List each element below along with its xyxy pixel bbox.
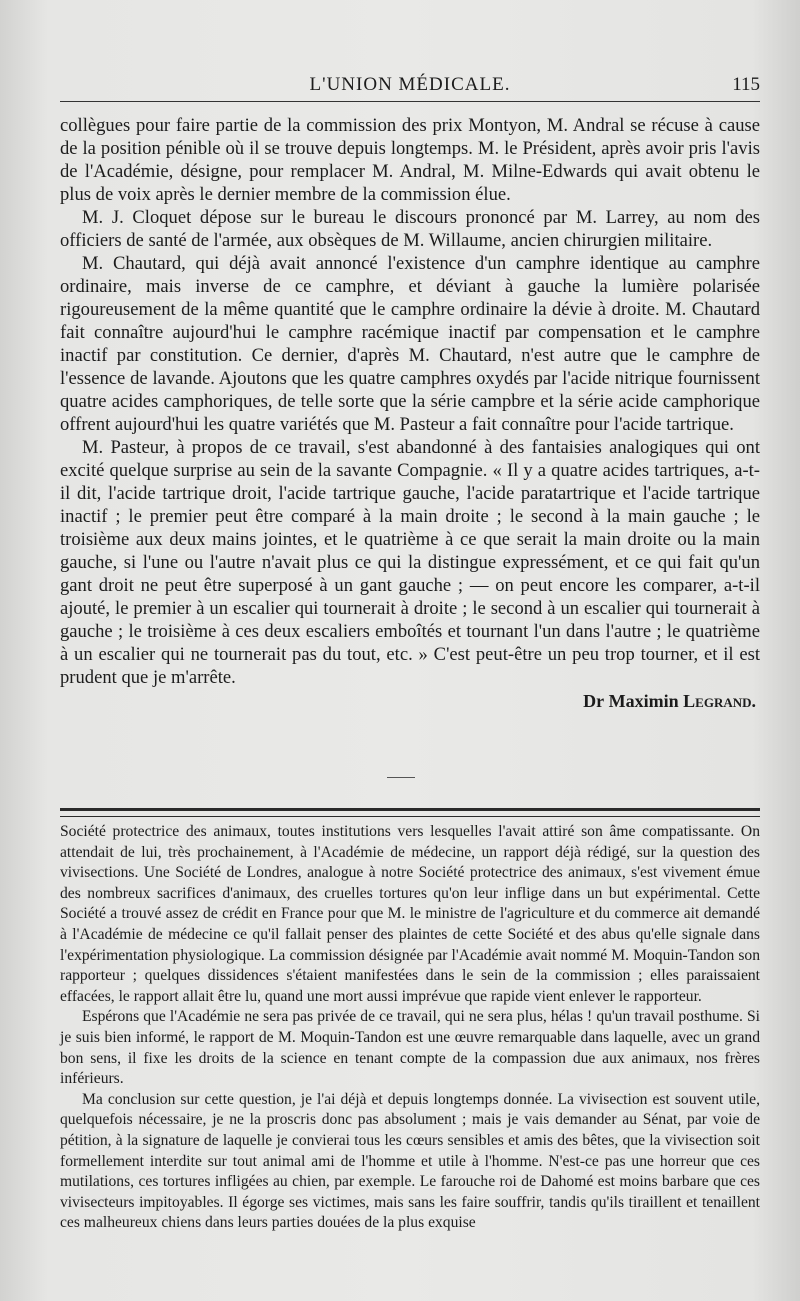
lower-column <box>60 822 760 1234</box>
section-divider-short <box>387 777 415 778</box>
signature-prefix: Dr <box>583 691 605 711</box>
section-divider-double <box>60 808 760 817</box>
paragraph-societe-protectrice: Société protectrice des animaux, toutes institutions vers lesquelles l'avait attiré son âme compatissante. On attendait de lui, très prochainement, à l'Académie de médecine, un rapport déjà rédigé, sur la question des vivisections. Une Société de Londres, analogue à notre Société protectrice des animaux, s'est vivement émue des nombreux sacrifices d'animaux, des cruelles tortures qu'on leur inflige dans un but expérimental. Cette Société a trouvé assez de crédit en France pour que M. le ministre de l'agriculture et du commerce ait demandé à l'Académie de médecine ce qu'il fallait penser des plaintes de cette Société et des abus qu'elle signale dans l'expérimentation physiologique. La commission désignée par l'Académie avait nommé M. Moquin-Tandon son rapporteur ; quelques dissidences s'étaient manifestées dans le sein de la commission ; elles paraissaient effacées, le rapport allait être lu, quand une mort aussi imprévue que rapide vient enlever le rapporteur. <box>60 823 760 1005</box>
paragraph-commission: collègues pour faire partie de la commission des prix Montyon, M. Andral se récuse à cause de la position pénible où il se trouve depuis longtemps. M. le Président, après avoir pris l'avis de l'Académie, désigne, pour remplacer M. Andral, M. Milne-Edwards qui avait obtenu le plus de voix après le dernier membre de la commission élue. <box>60 115 760 205</box>
author-signature <box>60 691 760 712</box>
paragraph-esperons: Espérons que l'Académie ne sera pas privée de ce travail, qui ne sera plus, hélas ! qu'un travail posthume. Si je suis bien informé, le rapport de M. Moquin-Tandon est une œuvre remarquable dans laquelle, avec un grand bon sens, il fixe les droits de la science en tenant compte de la compassion due aux animaux, nos frères inférieurs. <box>60 1008 760 1088</box>
page-header <box>60 74 760 98</box>
header-rule <box>60 101 760 102</box>
paragraph-chautard: M. Chautard, qui déjà avait annoncé l'existence d'un camphre identique au camphre ordinaire, mais inverse de ce camphre, et déviant à gauche la lumière polarisée rigoureusement de la même quantité que le camphre ordinaire la dévie à droite. M. Chautard fait connaître aujourd'hui le camphre racémique inactif par compensation et le camphre inactif par constitution. Ce dernier, d'après M. Chautard, n'est autre que le camphre de l'essence de lavande. Ajoutons que les quatre camphres oxydés par l'acide nitrique fournissent quatre acides camphoriques, de telle sorte que la série campbre et la série acide camphorique offrent aujourd'hui les quatre variétés que M. Pasteur a fait connaître pour l'acide tartrique. <box>60 253 760 435</box>
upper-column <box>60 114 760 712</box>
signature-last-name: Legrand. <box>683 691 756 711</box>
page-number: 115 <box>732 74 760 95</box>
signature-first-name: Maximin <box>608 691 679 711</box>
paragraph-conclusion: Ma conclusion sur cette question, je l'ai déjà et depuis longtemps donnée. La vivisection est souvent utile, quelquefois nécessaire, je ne la proscris donc pas absolument ; mais je vais demander au Sénat, par voie de pétition, à la signature de laquelle je convierai tous les cœurs sensibles et amis des bêtes, que la vivisection soit formellement interdite sur tout animal ami de l'homme et utile à l'homme. N'est-ce pas une horreur que ces mutilations, ces tortures infligées au chien, par exemple. Le farouche roi de Dahomé est moins barbare que ces vivisecteurs impitoyables. Il égorge ses victimes, mais sans les faire souffrir, tandis qu'ils tiraillent et tenaillent ces malheureux chiens dans leurs parties douées de la plus exquise <box>60 1090 760 1232</box>
running-title: L'UNION MÉDICALE. <box>309 74 511 95</box>
paragraph-cloquet: M. J. Cloquet dépose sur le bureau le discours prononcé par M. Larrey, au nom des officiers de santé de l'armée, aux obsèques de M. Willaume, ancien chirurgien militaire. <box>60 207 760 251</box>
paragraph-pasteur: M. Pasteur, à propos de ce travail, s'est abandonné à des fantaisies analogiques qui ont excité quelque surprise au sein de la savante Compagnie. « Il y a quatre acides tartriques, a-t-il dit, l'acide tartrique droit, l'acide tartrique gauche, l'acide paratartrique et l'acide tartrique inactif ; le premier peut être comparé à la main droite ; le second à la main gauche ; le troisième aux deux mains jointes, et le quatrième à ce que serait la main droite ou la main gauche, si l'une ou l'autre n'avait plus ce qui la distingue expressément, et ce qui fait qu'un gant droit ne peut être superposé à un gant gauche ; — on peut encore les comparer, a-t-il ajouté, le premier à un escalier qui tournerait à droite ; le second à un escalier qui tournerait à gauche ; le troisième à ces deux escaliers emboîtés et tournant l'un dans l'autre ; le quatrième à un escalier qui ne tournerait pas du tout, etc. » C'est peut-être un peu trop tourner, et il est prudent que je m'arrête. <box>60 437 760 688</box>
